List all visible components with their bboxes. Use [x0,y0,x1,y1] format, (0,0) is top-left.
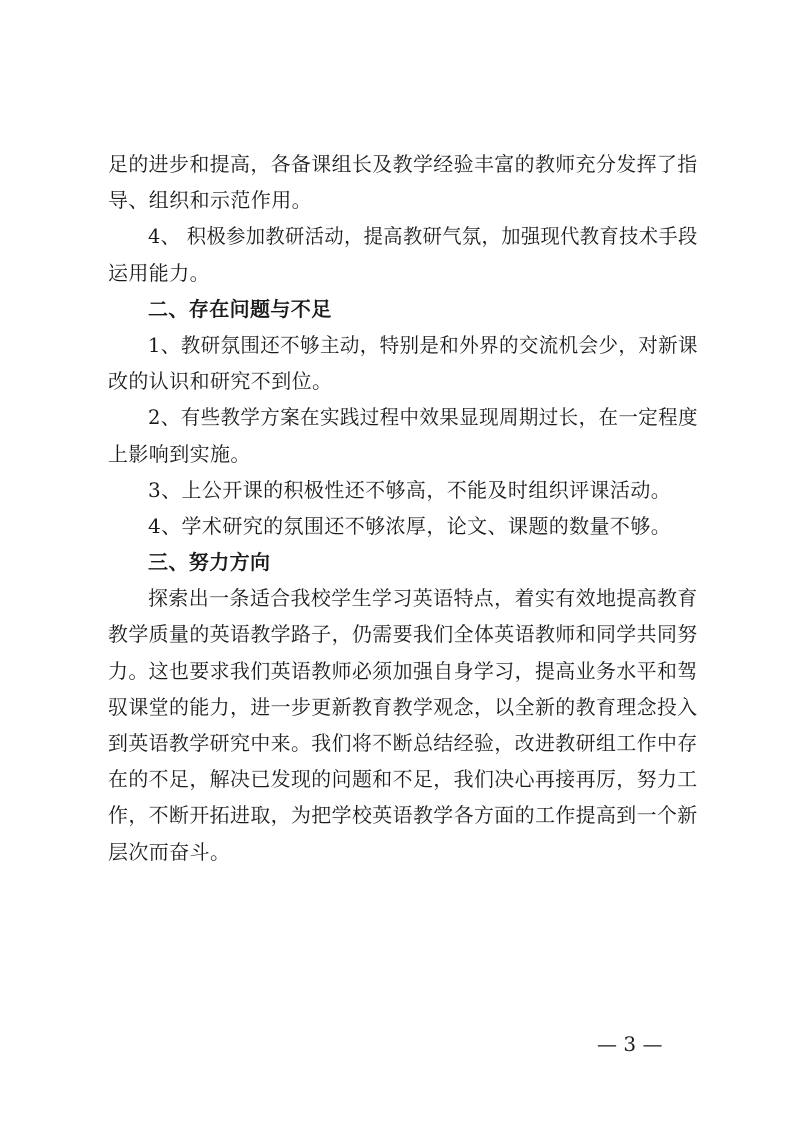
page-number: — 3 — [597,1032,663,1056]
text-line: 2、有些教学方案在实践过程中效果显现周期过长，在一定程度 [148,405,698,430]
text-line: 探索出一条适合我校学生学习英语特点，着实有效地提高教育 [148,586,698,611]
text-line: 4、学术研究的氛围还不够浓厚，论文、课题的数量不够。 [148,513,672,538]
text-line: 驭课堂的能力，进一步更新教育教学观念，以全新的教育理念投入 [108,694,698,719]
text-line: 层次而奋斗。 [108,839,231,864]
text-line: 力。这也要求我们英语教师必须加强自身学习，提高业务水平和驾 [108,658,698,683]
text-line: 上影响到实施。 [108,441,251,466]
section-heading: 三、努力方向 [148,550,271,575]
document-body [108,146,698,870]
text-line: 运用能力。 [108,260,210,285]
section-heading: 二、存在问题与不足 [148,296,332,321]
text-line: 4、 积极参加教研活动，提高教研气氛，加强现代教育技术手段 [148,224,698,249]
text-line: 改的认识和研究不到位。 [108,369,333,394]
text-line: 足的进步和提高，各备课组长及教学经验丰富的教师充分发挥了指 [108,152,698,176]
text-line: 1、教研氛围还不够主动，特别是和外界的交流机会少，对新课 [148,332,698,357]
text-line: 教学质量的英语教学路子，仍需要我们全体英语教师和同学共同努 [108,622,698,647]
text-line: 到英语教学研究中来。我们将不断总结经验，改进教研组工作中存 [108,731,698,755]
text-line: 在的不足，解决已发现的问题和不足，我们决心再接再厉，努力工 [108,767,698,792]
text-line: 导、组织和示范作用。 [108,188,312,213]
text-line: 3、上公开课的积极性还不够高，不能及时组织评课活动。 [148,477,672,502]
text-line: 作，不断开拓进取，为把学校英语教学各方面的工作提高到一个新 [108,803,698,828]
